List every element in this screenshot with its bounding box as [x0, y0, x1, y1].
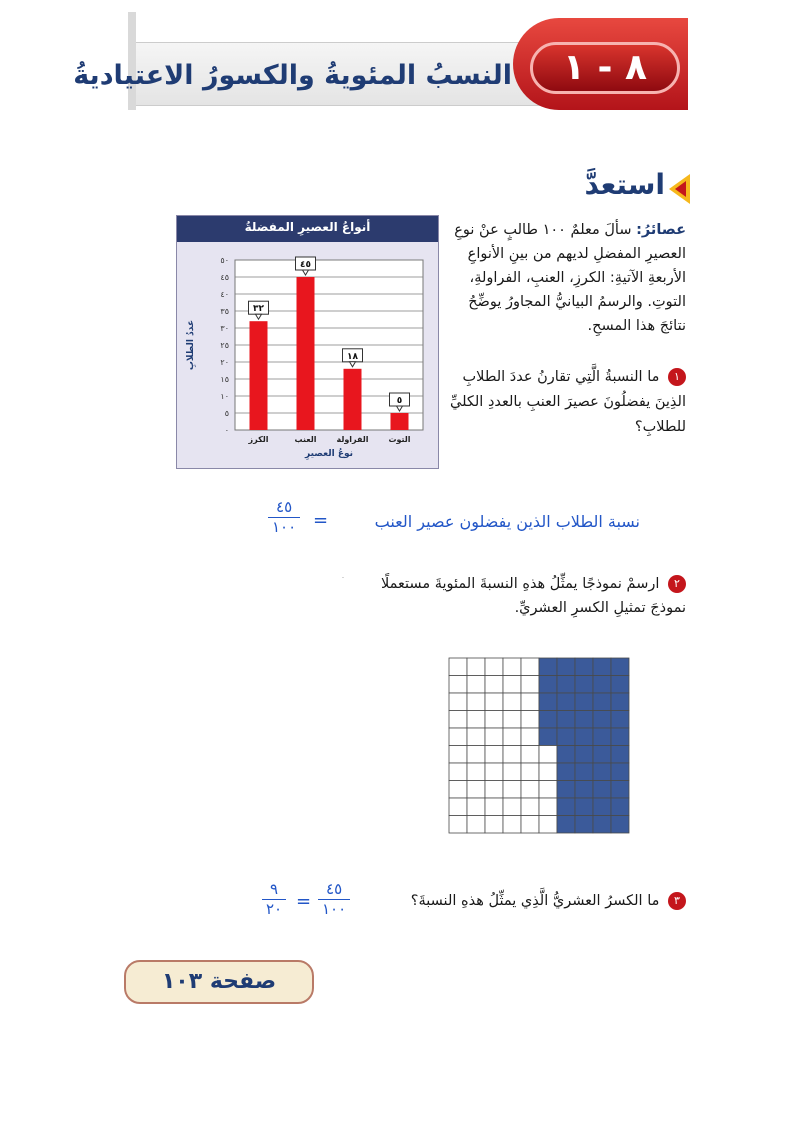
- grid-cell: [521, 798, 539, 816]
- chart-title: أنواعُ العصيرِ المفضلةُ: [244, 220, 371, 234]
- grid-cell-shaded: [557, 728, 575, 746]
- data-label: ١٨: [347, 351, 358, 362]
- grid-cell: [485, 711, 503, 729]
- grid-cell: [467, 763, 485, 781]
- grid-cell-shaded: [593, 711, 611, 729]
- grid-cell-shaded: [575, 763, 593, 781]
- grid-cell-shaded: [557, 763, 575, 781]
- grid-cell: [449, 746, 467, 764]
- grid-cell: [449, 711, 467, 729]
- grid-cell-shaded: [557, 746, 575, 764]
- grid-cell-shaded: [593, 658, 611, 676]
- grid-cell-shaded: [539, 693, 557, 711]
- get-ready-title: استعدَّ: [584, 168, 665, 201]
- grid-cell-shaded: [611, 816, 629, 834]
- x-tick-label: العنب: [294, 435, 317, 444]
- q3-fraction-2-numerator: ٩: [262, 880, 286, 900]
- y-axis-label: عددُ الطلابِ: [186, 319, 196, 371]
- grid-cell: [485, 693, 503, 711]
- grid-cell-shaded: [557, 711, 575, 729]
- y-tick-label: ٥٠: [220, 256, 229, 265]
- grid-cell: [485, 746, 503, 764]
- question-1: [440, 365, 686, 440]
- grid-cell: [485, 781, 503, 799]
- question-2-text: ارسمْ نموذجًا يمثِّلُ هذهِ النسبةَ المئويةَ مستعملًا نموذجَ تمثيلِ الكسرِ العشريِّ.: [381, 576, 686, 616]
- decimal-grid-model: [448, 657, 630, 835]
- chart-plot: [177, 242, 438, 468]
- grid-cell-shaded: [575, 711, 593, 729]
- grid-cell: [521, 763, 539, 781]
- grid-cell: [449, 798, 467, 816]
- grid-cell-shaded: [611, 781, 629, 799]
- question-3: [388, 892, 686, 910]
- grid-cell: [449, 658, 467, 676]
- grid-cell: [449, 763, 467, 781]
- grid-cell: [449, 693, 467, 711]
- grid-cell: [503, 658, 521, 676]
- grid-cell-shaded: [557, 676, 575, 694]
- grid-cell-shaded: [575, 798, 593, 816]
- grid-cell-shaded: [611, 728, 629, 746]
- grid-cell: [521, 728, 539, 746]
- grid-cell-shaded: [539, 711, 557, 729]
- x-tick-label: الكرز: [248, 435, 269, 444]
- y-tick-label: ١٥: [220, 375, 229, 384]
- grid-cell-shaded: [593, 816, 611, 834]
- grid-cell-shaded: [611, 711, 629, 729]
- grid-cell-shaded: [611, 658, 629, 676]
- q3-fraction-1: [318, 880, 350, 919]
- answer-equals: =: [313, 510, 329, 531]
- grid-cell-shaded: [611, 746, 629, 764]
- grid-cell-shaded: [557, 798, 575, 816]
- bar: [391, 413, 409, 430]
- grid-cell-shaded: [593, 781, 611, 799]
- grid-cell: [539, 781, 557, 799]
- grid-cell-shaded: [557, 693, 575, 711]
- grid-cell: [449, 676, 467, 694]
- grid-cell-shaded: [575, 816, 593, 834]
- q3-fraction-1-denominator: ١٠٠: [322, 900, 347, 918]
- grid-cell: [485, 658, 503, 676]
- grid-cell-shaded: [593, 693, 611, 711]
- question-3-text: ما الكسرُ العشريُّ الَّذِي يمثِّلُ هذهِ النسبةَ؟: [410, 893, 660, 909]
- grid-cell-shaded: [575, 728, 593, 746]
- answer-label: نسبة الطلاب الذين يفضلون عصير العنب: [374, 512, 640, 531]
- grid-cell: [485, 676, 503, 694]
- grid-cell-shaded: [593, 746, 611, 764]
- q3-fraction-1-numerator: ٤٥: [318, 880, 350, 900]
- grid-cell: [539, 763, 557, 781]
- grid-cell-shaded: [593, 798, 611, 816]
- grid-cell-shaded: [575, 781, 593, 799]
- y-tick-label: ٢٠: [220, 358, 229, 367]
- bar: [297, 277, 315, 430]
- grid-cell: [521, 711, 539, 729]
- answer-numerator: ٤٥: [268, 498, 300, 518]
- grid-cell: [503, 728, 521, 746]
- grid-cell: [521, 781, 539, 799]
- x-tick-label: الفراولة: [336, 435, 369, 444]
- grid-cell: [467, 693, 485, 711]
- grid-cell: [521, 658, 539, 676]
- grid-cell: [503, 693, 521, 711]
- q3-fraction-2-denominator: ٢٠: [266, 900, 283, 918]
- grid-cell: [485, 816, 503, 834]
- grid-cell: [467, 711, 485, 729]
- grid-cell-shaded: [611, 676, 629, 694]
- problem-keyword: عصائرُ:: [636, 222, 686, 238]
- grid-cell: [467, 798, 485, 816]
- problem-statement: [446, 218, 686, 338]
- grid-cell-shaded: [539, 658, 557, 676]
- grid-cell: [467, 746, 485, 764]
- grid-cell: [485, 798, 503, 816]
- grid-cell: [449, 728, 467, 746]
- grid-cell-shaded: [593, 763, 611, 781]
- page-number-label: صفحة ١٠٣: [124, 960, 314, 1004]
- grid-cell: [539, 746, 557, 764]
- grid-cell-shaded: [611, 798, 629, 816]
- y-tick-label: ٠: [224, 426, 229, 435]
- y-tick-label: ٤٥: [220, 273, 229, 282]
- grid-cell: [503, 763, 521, 781]
- data-label: ٥: [396, 396, 403, 406]
- grid-cell: [449, 781, 467, 799]
- grid-cell: [539, 798, 557, 816]
- y-tick-label: ٤٠: [220, 290, 229, 299]
- question-2: [350, 572, 686, 620]
- data-label: ٤٥: [300, 260, 311, 270]
- question-2-number: ٢: [668, 575, 686, 593]
- grid-cell-shaded: [593, 676, 611, 694]
- lesson-title: النسبُ المئويةُ والكسورُ الاعتياديةُ: [73, 60, 512, 91]
- grid-cell-shaded: [575, 676, 593, 694]
- grid-cell: [467, 816, 485, 834]
- q3-equals: =: [296, 891, 312, 912]
- question-3-number: ٣: [668, 892, 686, 910]
- answer-denominator: ١٠٠: [272, 518, 297, 536]
- grid-cell: [503, 711, 521, 729]
- answer-fraction: [268, 498, 300, 537]
- grid-cell-shaded: [557, 658, 575, 676]
- grid-cell: [503, 816, 521, 834]
- grid-cell-shaded: [539, 728, 557, 746]
- grid-cell: [521, 676, 539, 694]
- grid-cell: [503, 676, 521, 694]
- grid-cell: [521, 693, 539, 711]
- grid-cell: [485, 728, 503, 746]
- x-axis-label: نوعُ العصيرِ: [305, 449, 353, 459]
- grid-cell: [485, 763, 503, 781]
- bar: [250, 321, 268, 430]
- grid-cell: [539, 816, 557, 834]
- grid-cell: [467, 676, 485, 694]
- grid-cell: [449, 816, 467, 834]
- grid-cell-shaded: [575, 658, 593, 676]
- grid-cell-shaded: [575, 693, 593, 711]
- grid-cell-shaded: [575, 746, 593, 764]
- lesson-header: [73, 12, 688, 110]
- grid-cell: [503, 781, 521, 799]
- grid-cell: [503, 746, 521, 764]
- y-tick-label: ٣٥: [220, 307, 229, 316]
- juice-chart: [176, 215, 439, 469]
- grid-cell: [467, 728, 485, 746]
- arrow-icon: [666, 172, 694, 206]
- question-1-number: ١: [668, 368, 686, 386]
- y-tick-label: ٣٠: [220, 324, 229, 333]
- y-tick-label: ٥: [224, 409, 229, 418]
- problem-text: سألَ معلمٌ ١٠٠ طالبٍ عنْ نوعِ العصيرِ المفضلِ لديهم من بينِ الأنواعِ الأربعةِ الآتيةِ: الكرزِ، العنبِ، الفراولةِ، التوتِ. والرسمُ البيانيُّ المجاورُ يوضِّحُ نتائجَ هذا المسحِ.: [454, 222, 686, 334]
- grid-cell-shaded: [611, 763, 629, 781]
- q3-fraction-2: [262, 880, 286, 919]
- grid-cell: [467, 781, 485, 799]
- y-tick-label: ٢٥: [220, 341, 229, 350]
- grid-cell: [521, 816, 539, 834]
- grid-cell: [467, 658, 485, 676]
- grid-cell-shaded: [557, 816, 575, 834]
- lesson-number: ٨ - ١: [530, 42, 680, 94]
- bar: [344, 369, 362, 430]
- grid-cell-shaded: [611, 693, 629, 711]
- question-1-text: ما النسبةُ الَّتِي تقارنُ عددَ الطلابِ الذِينَ يفضلُونَ عصيرَ العنبِ بالعددِ الكليِّ للطلابِ؟: [450, 369, 686, 435]
- data-label: ٣٢: [253, 304, 264, 315]
- grid-cell: [521, 746, 539, 764]
- grid-cell-shaded: [557, 781, 575, 799]
- y-tick-label: ١٠: [220, 392, 229, 401]
- grid-cell-shaded: [539, 676, 557, 694]
- grid-cell-shaded: [593, 728, 611, 746]
- grid-cell: [503, 798, 521, 816]
- x-tick-label: التوت: [388, 435, 411, 444]
